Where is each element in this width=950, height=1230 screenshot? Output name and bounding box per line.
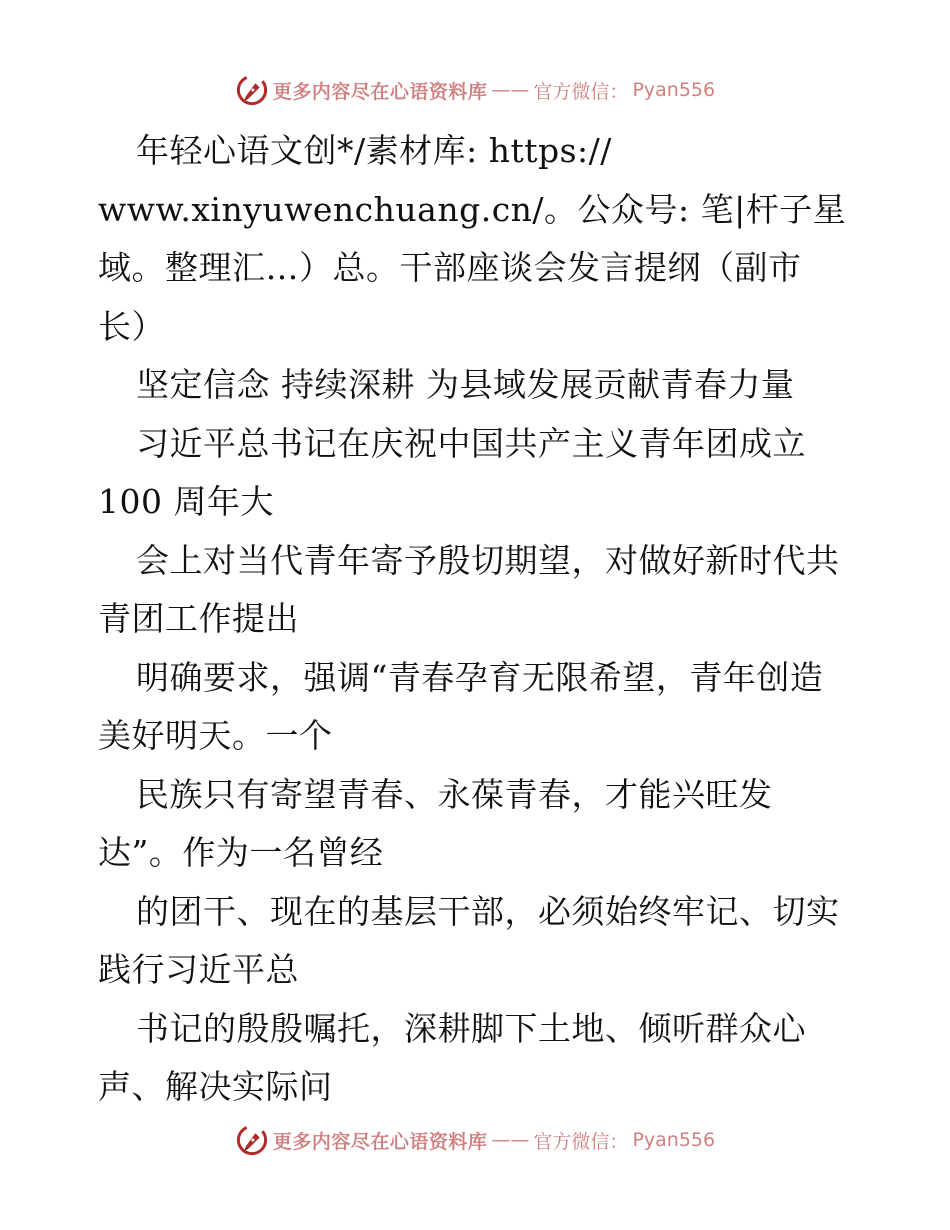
document-line: 美好明天。一个 <box>98 716 333 755</box>
footer-banner-content <box>235 1123 715 1157</box>
document-line: 青团工作提出 <box>98 599 299 638</box>
pen-nib-logo-icon <box>235 73 269 107</box>
document-line: 长） <box>98 306 165 346</box>
banner-dash: —— <box>491 1129 530 1151</box>
banner-slogan: 更多内容尽在心语资料库 <box>272 1130 488 1153</box>
document-line: 明确要求，强调“青春孕育无限希望，青年创造 <box>136 657 824 697</box>
pen-nib-logo-icon <box>235 1123 269 1157</box>
document-line: 100 周年大 <box>98 482 274 521</box>
banner-wechat-id: Pyan556 <box>632 79 716 101</box>
document-line: 习近平总书记在庆祝中国共产主义青年团成立 <box>136 423 806 463</box>
document-line: 达”。作为一名曾经 <box>98 833 384 872</box>
document-line: 坚定信念 持续深耕 为县域发展贡献青春力量 <box>136 365 795 404</box>
document-body <box>98 122 858 1117</box>
document-line: www.xinyuwenchuang.cn/。公众号: 笔|杆子星 <box>98 189 847 229</box>
document-line: 域。整理汇…）总。干部座谈会发言提纲（副市 <box>98 248 802 287</box>
document-line: 民族只有寄望青春、永葆青春，才能兴旺发 <box>136 774 773 814</box>
document-line: 年轻心语文创*/素材库: https:// <box>136 131 612 170</box>
banner-wechat-label: 官方微信： <box>533 80 629 103</box>
banner-wechat-label: 官方微信： <box>533 1130 629 1153</box>
document-line: 声、解决实际问 <box>98 1067 333 1106</box>
banner-wechat-id: Pyan556 <box>632 1129 716 1151</box>
header-banner <box>0 70 950 110</box>
document-line: 书记的殷殷嘱托，深耕脚下土地、倾听群众心 <box>136 1008 806 1048</box>
document-line: 的团干、现在的基层干部，必须始终牢记、切实 <box>136 891 840 931</box>
header-banner-content <box>235 73 715 107</box>
document-line: 践行习近平总 <box>98 950 299 989</box>
banner-slogan: 更多内容尽在心语资料库 <box>272 80 488 103</box>
footer-banner <box>0 1120 950 1160</box>
document-line: 会上对当代青年寄予殷切期望，对做好新时代共 <box>136 540 840 580</box>
banner-dash: —— <box>491 79 530 101</box>
